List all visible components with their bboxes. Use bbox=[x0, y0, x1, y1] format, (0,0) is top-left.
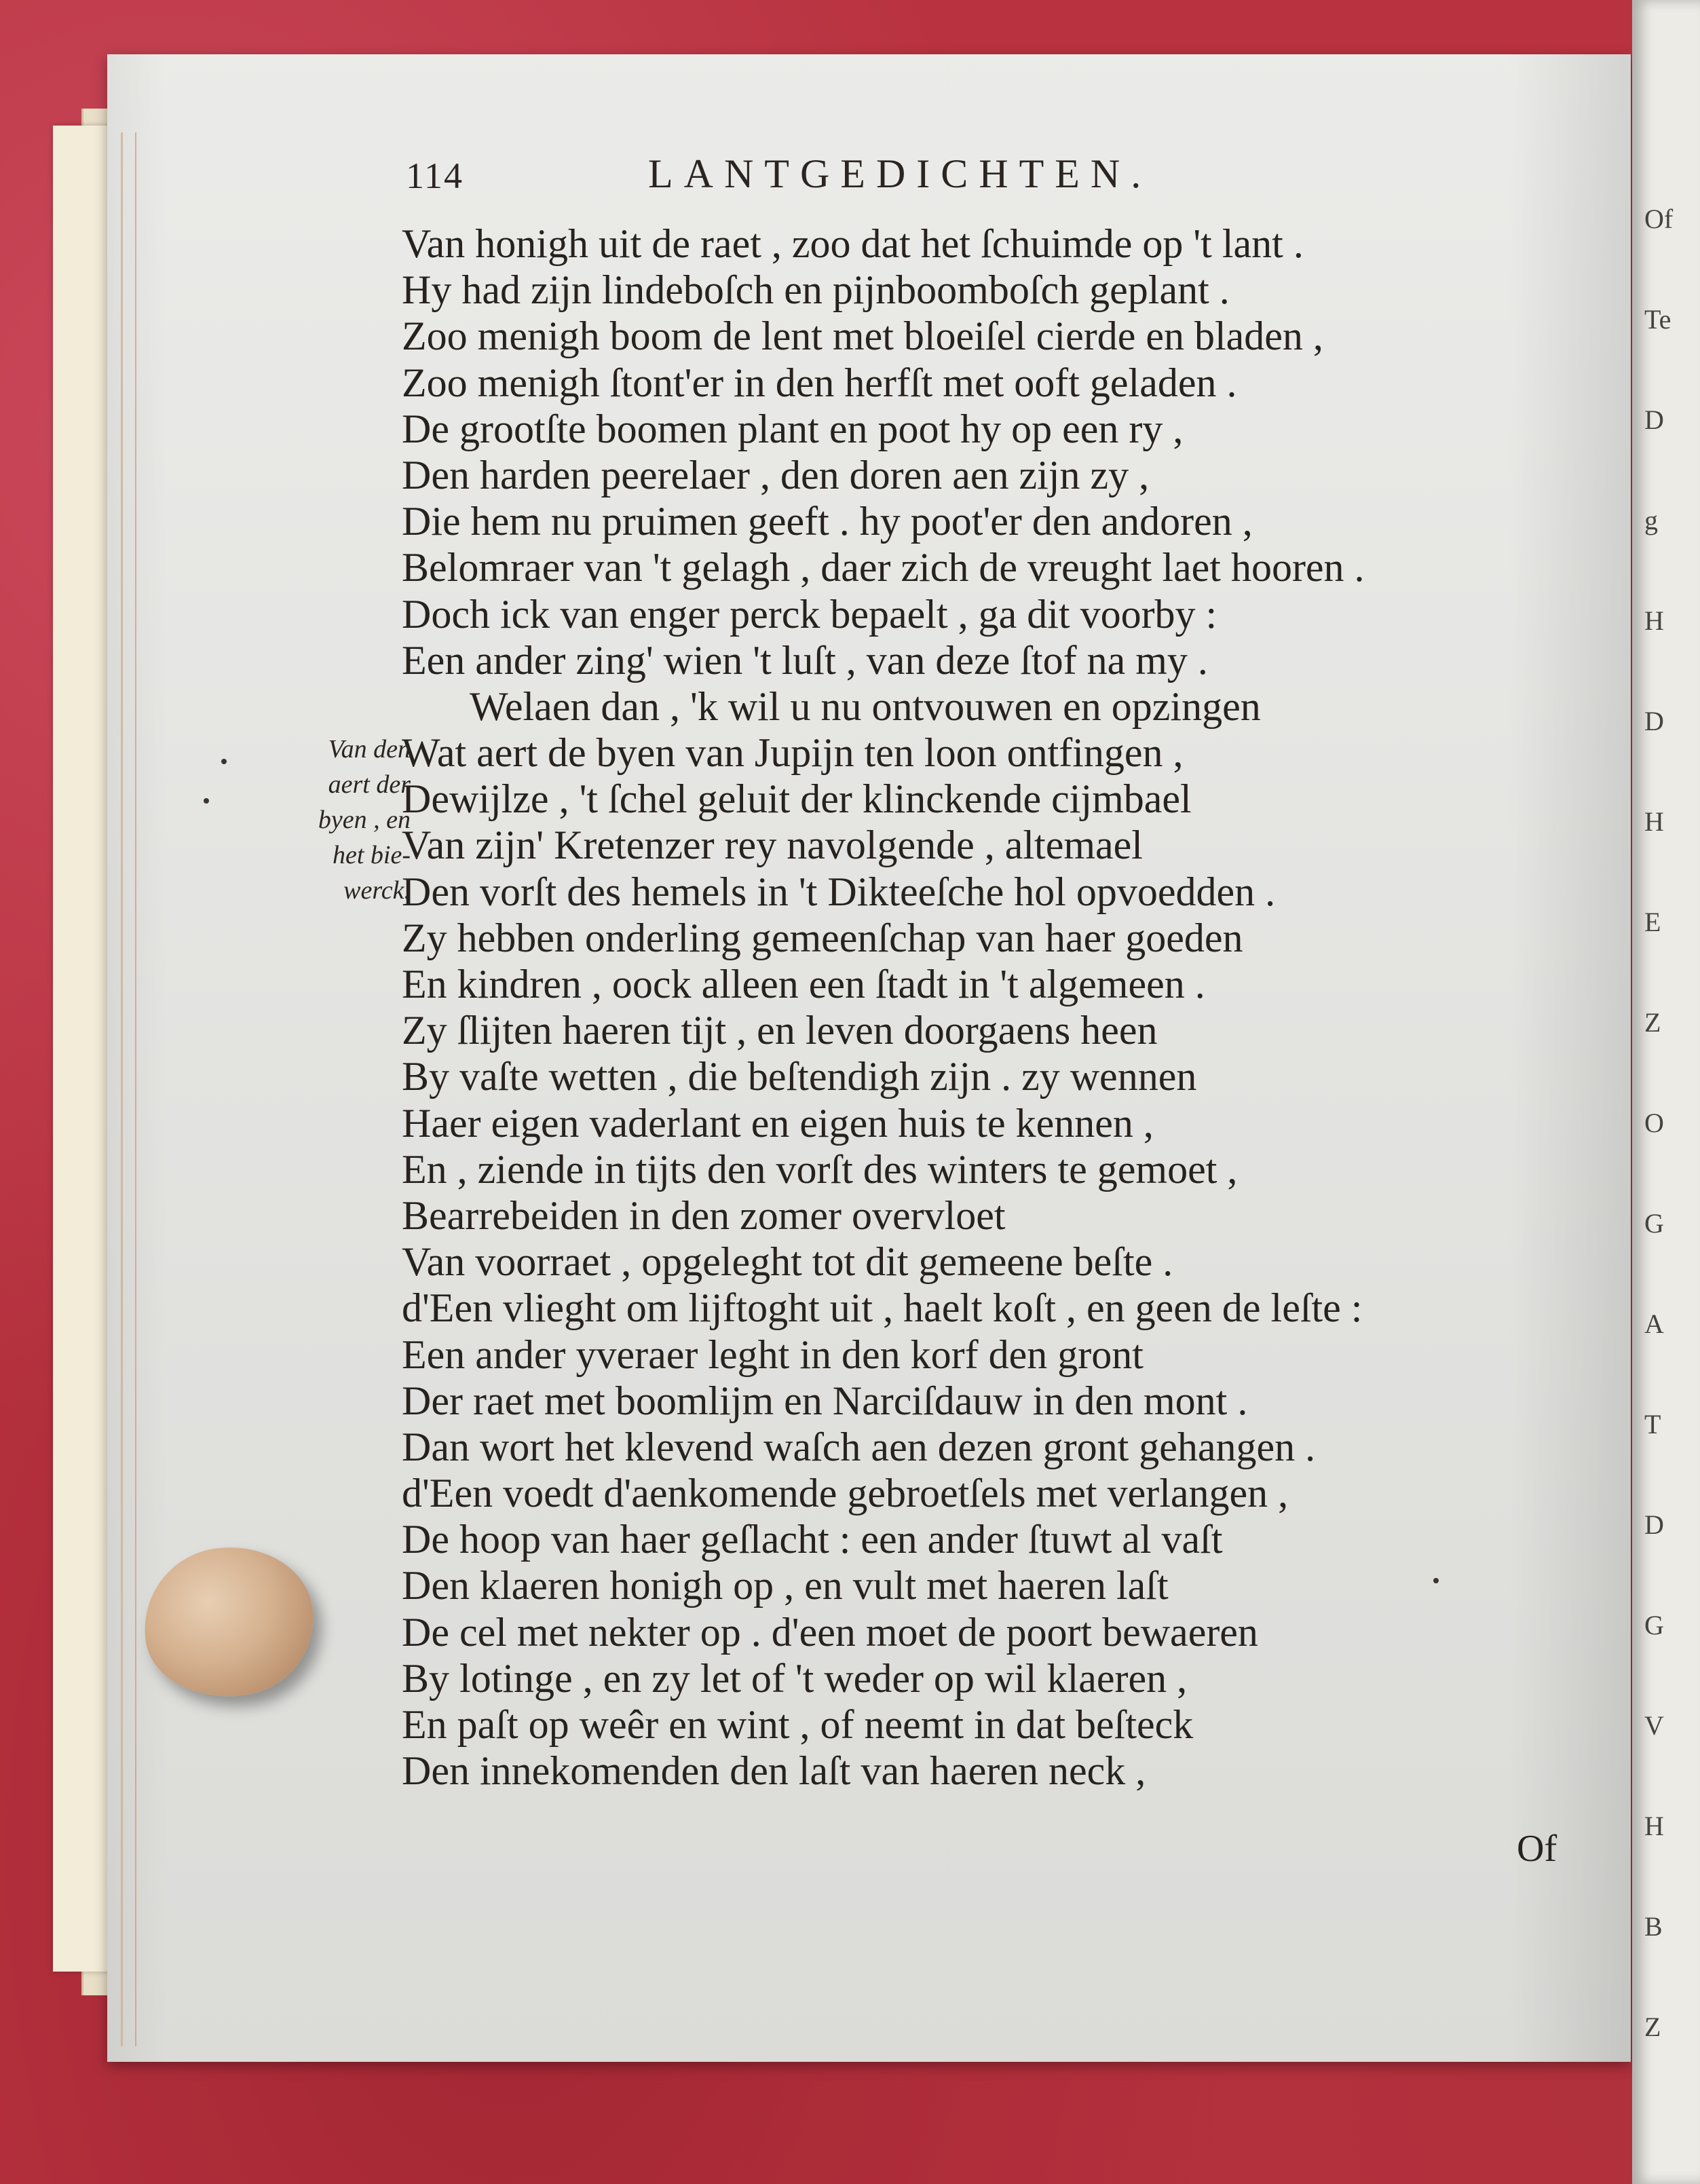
facing-page bbox=[1632, 0, 1700, 2184]
verse-line: Wat aert de byen van Jupijn ten loon ontfingen , bbox=[402, 730, 1184, 776]
facing-page-fragment: A bbox=[1644, 1308, 1664, 1339]
verse-line: Den harden peerelaer , den doren aen zijn zy , bbox=[402, 452, 1150, 497]
margin-note-line: byen , en bbox=[318, 806, 411, 834]
verse-line: Zy hebben onderling gemeenſchap van haer goeden bbox=[402, 915, 1243, 960]
facing-page-fragment: G bbox=[1644, 1610, 1664, 1640]
verse-line: Die hem nu pruimen geeft . hy poot'er den andoren , bbox=[402, 499, 1253, 544]
verse-line: By lotinge , en zy let of 't weder op wil klaeren , bbox=[402, 1655, 1188, 1701]
verse-line: En kindren , oock alleen een ſtadt in 't algemeen . bbox=[402, 962, 1205, 1006]
verse-line: Zy ſlijten haeren tijt , en leven doorgaens heen bbox=[402, 1008, 1158, 1053]
facing-page-fragment: D bbox=[1644, 1509, 1664, 1540]
page-number: 114 bbox=[406, 155, 464, 196]
verse-line: Welaen dan , 'k wil u nu ontvouwen en opzingen bbox=[470, 683, 1261, 729]
verse-line: Den vorſt des hemels in 't Dikteeſche hol opvoedden . bbox=[402, 869, 1276, 914]
margin-note-line: het bie- bbox=[332, 841, 411, 869]
verse-line: De hoop van haer geſlacht : een ander ſtuwt al vaſt bbox=[402, 1517, 1223, 1562]
running-title: LANTGEDICHTEN. bbox=[648, 151, 1152, 196]
page-stack-edge bbox=[121, 132, 136, 2046]
verse-line: Zoo menigh ſtont'er in den herfſt met ooft geladen . bbox=[402, 360, 1237, 405]
facing-page-fragment: G bbox=[1644, 1208, 1664, 1239]
facing-page-fragment: D bbox=[1644, 404, 1664, 435]
verse-line: Van voorraet , opgeleght tot dit gemeene beſte . bbox=[402, 1239, 1173, 1285]
facing-page-fragment: Te bbox=[1644, 304, 1671, 335]
facing-page-fragment: B bbox=[1644, 1911, 1663, 1942]
ink-speck bbox=[1433, 1578, 1439, 1583]
facing-page-fragment: D bbox=[1644, 706, 1664, 736]
verse-line: Een ander yveraer leght in den korf den gront bbox=[402, 1332, 1144, 1377]
facing-page-fragment: E bbox=[1644, 907, 1661, 937]
facing-page-fragment: Z bbox=[1644, 2012, 1661, 2042]
facing-page-fragment: H bbox=[1644, 806, 1664, 837]
facing-page-fragment: T bbox=[1644, 1409, 1661, 1439]
verse-line: Zoo menigh boom de lent met bloeiſel cierde en bladen , bbox=[402, 314, 1323, 359]
verse-line: Den klaeren honigh op , en vult met haeren laſt bbox=[402, 1563, 1169, 1608]
facing-page-fragment: H bbox=[1644, 1811, 1664, 1841]
verse-line: Dan wort het klevend waſch aen dezen gront gehangen . bbox=[402, 1424, 1316, 1469]
verse-line: Dewijlze , 't ſchel geluit der klinckende cijmbael bbox=[402, 776, 1192, 822]
facing-page-fragment: g bbox=[1644, 505, 1658, 535]
verse-line: Haer eigen vaderlant en eigen huis te kennen , bbox=[402, 1100, 1154, 1146]
verse-line: De cel met nekter op . d'een moet de poort bewaeren bbox=[402, 1609, 1258, 1655]
verse-line: En , ziende in tijts den vorſt des winters te gemoet , bbox=[402, 1146, 1238, 1192]
ink-speck bbox=[204, 798, 209, 804]
facing-page-fragment: Of bbox=[1644, 204, 1674, 234]
verse-line: Van zijn' Kretenzer rey navolgende , altemael bbox=[402, 823, 1143, 868]
facing-page-fragment: Z bbox=[1644, 1007, 1661, 1038]
verse-block bbox=[402, 221, 1542, 1794]
verse-line: d'Een vlieght om lijftoght uit , haelt koſt , en geen de leſte : bbox=[402, 1285, 1363, 1331]
facing-page-fragment: O bbox=[1644, 1108, 1664, 1138]
verse-line: Belomraer van 't gelagh , daer zich de vreught laet hooren . bbox=[402, 545, 1365, 590]
facing-page-fragment: V bbox=[1644, 1710, 1664, 1741]
verse-line: En paſt op weêr en wint , of neemt in dat beſteck bbox=[402, 1702, 1194, 1747]
margin-note-line: aert der bbox=[328, 770, 411, 799]
margin-note-line: werck. bbox=[343, 876, 411, 905]
ink-speck bbox=[221, 759, 227, 764]
verse-line: d'Een voedt d'aenkomende gebroetſels met verlangen , bbox=[402, 1471, 1289, 1516]
verse-line: Doch ick van enger perck bepaelt , ga dit voorby : bbox=[402, 591, 1217, 637]
verse-line: De grootſte boomen plant en poot hy op een ry , bbox=[402, 406, 1184, 451]
verse-line: Een ander zing' wien 't luſt , van deze ſtof na my . bbox=[402, 637, 1208, 683]
verse-line: Den innekomenden den laſt van haeren neck , bbox=[402, 1748, 1146, 1794]
margin-note bbox=[268, 732, 411, 908]
verse-line: Bearrebeiden in den zomer overvloet bbox=[402, 1192, 1006, 1238]
verse-line: By vaſte wetten , die beſtendigh zijn . zy wennen bbox=[402, 1054, 1197, 1099]
verse-line: Der raet met boomlijm en Narciſdauw in den mont . bbox=[402, 1378, 1248, 1423]
verse-line: Hy had zijn lindeboſch en pijnboomboſch geplant . bbox=[402, 267, 1230, 313]
catchword: Of bbox=[1517, 1828, 1557, 1870]
margin-note-line: Van den bbox=[328, 735, 411, 764]
verse-line: Van honigh uit de raet , zoo dat het ſchuimde op 't lant . bbox=[402, 221, 1304, 266]
facing-page-fragment: H bbox=[1644, 605, 1664, 636]
